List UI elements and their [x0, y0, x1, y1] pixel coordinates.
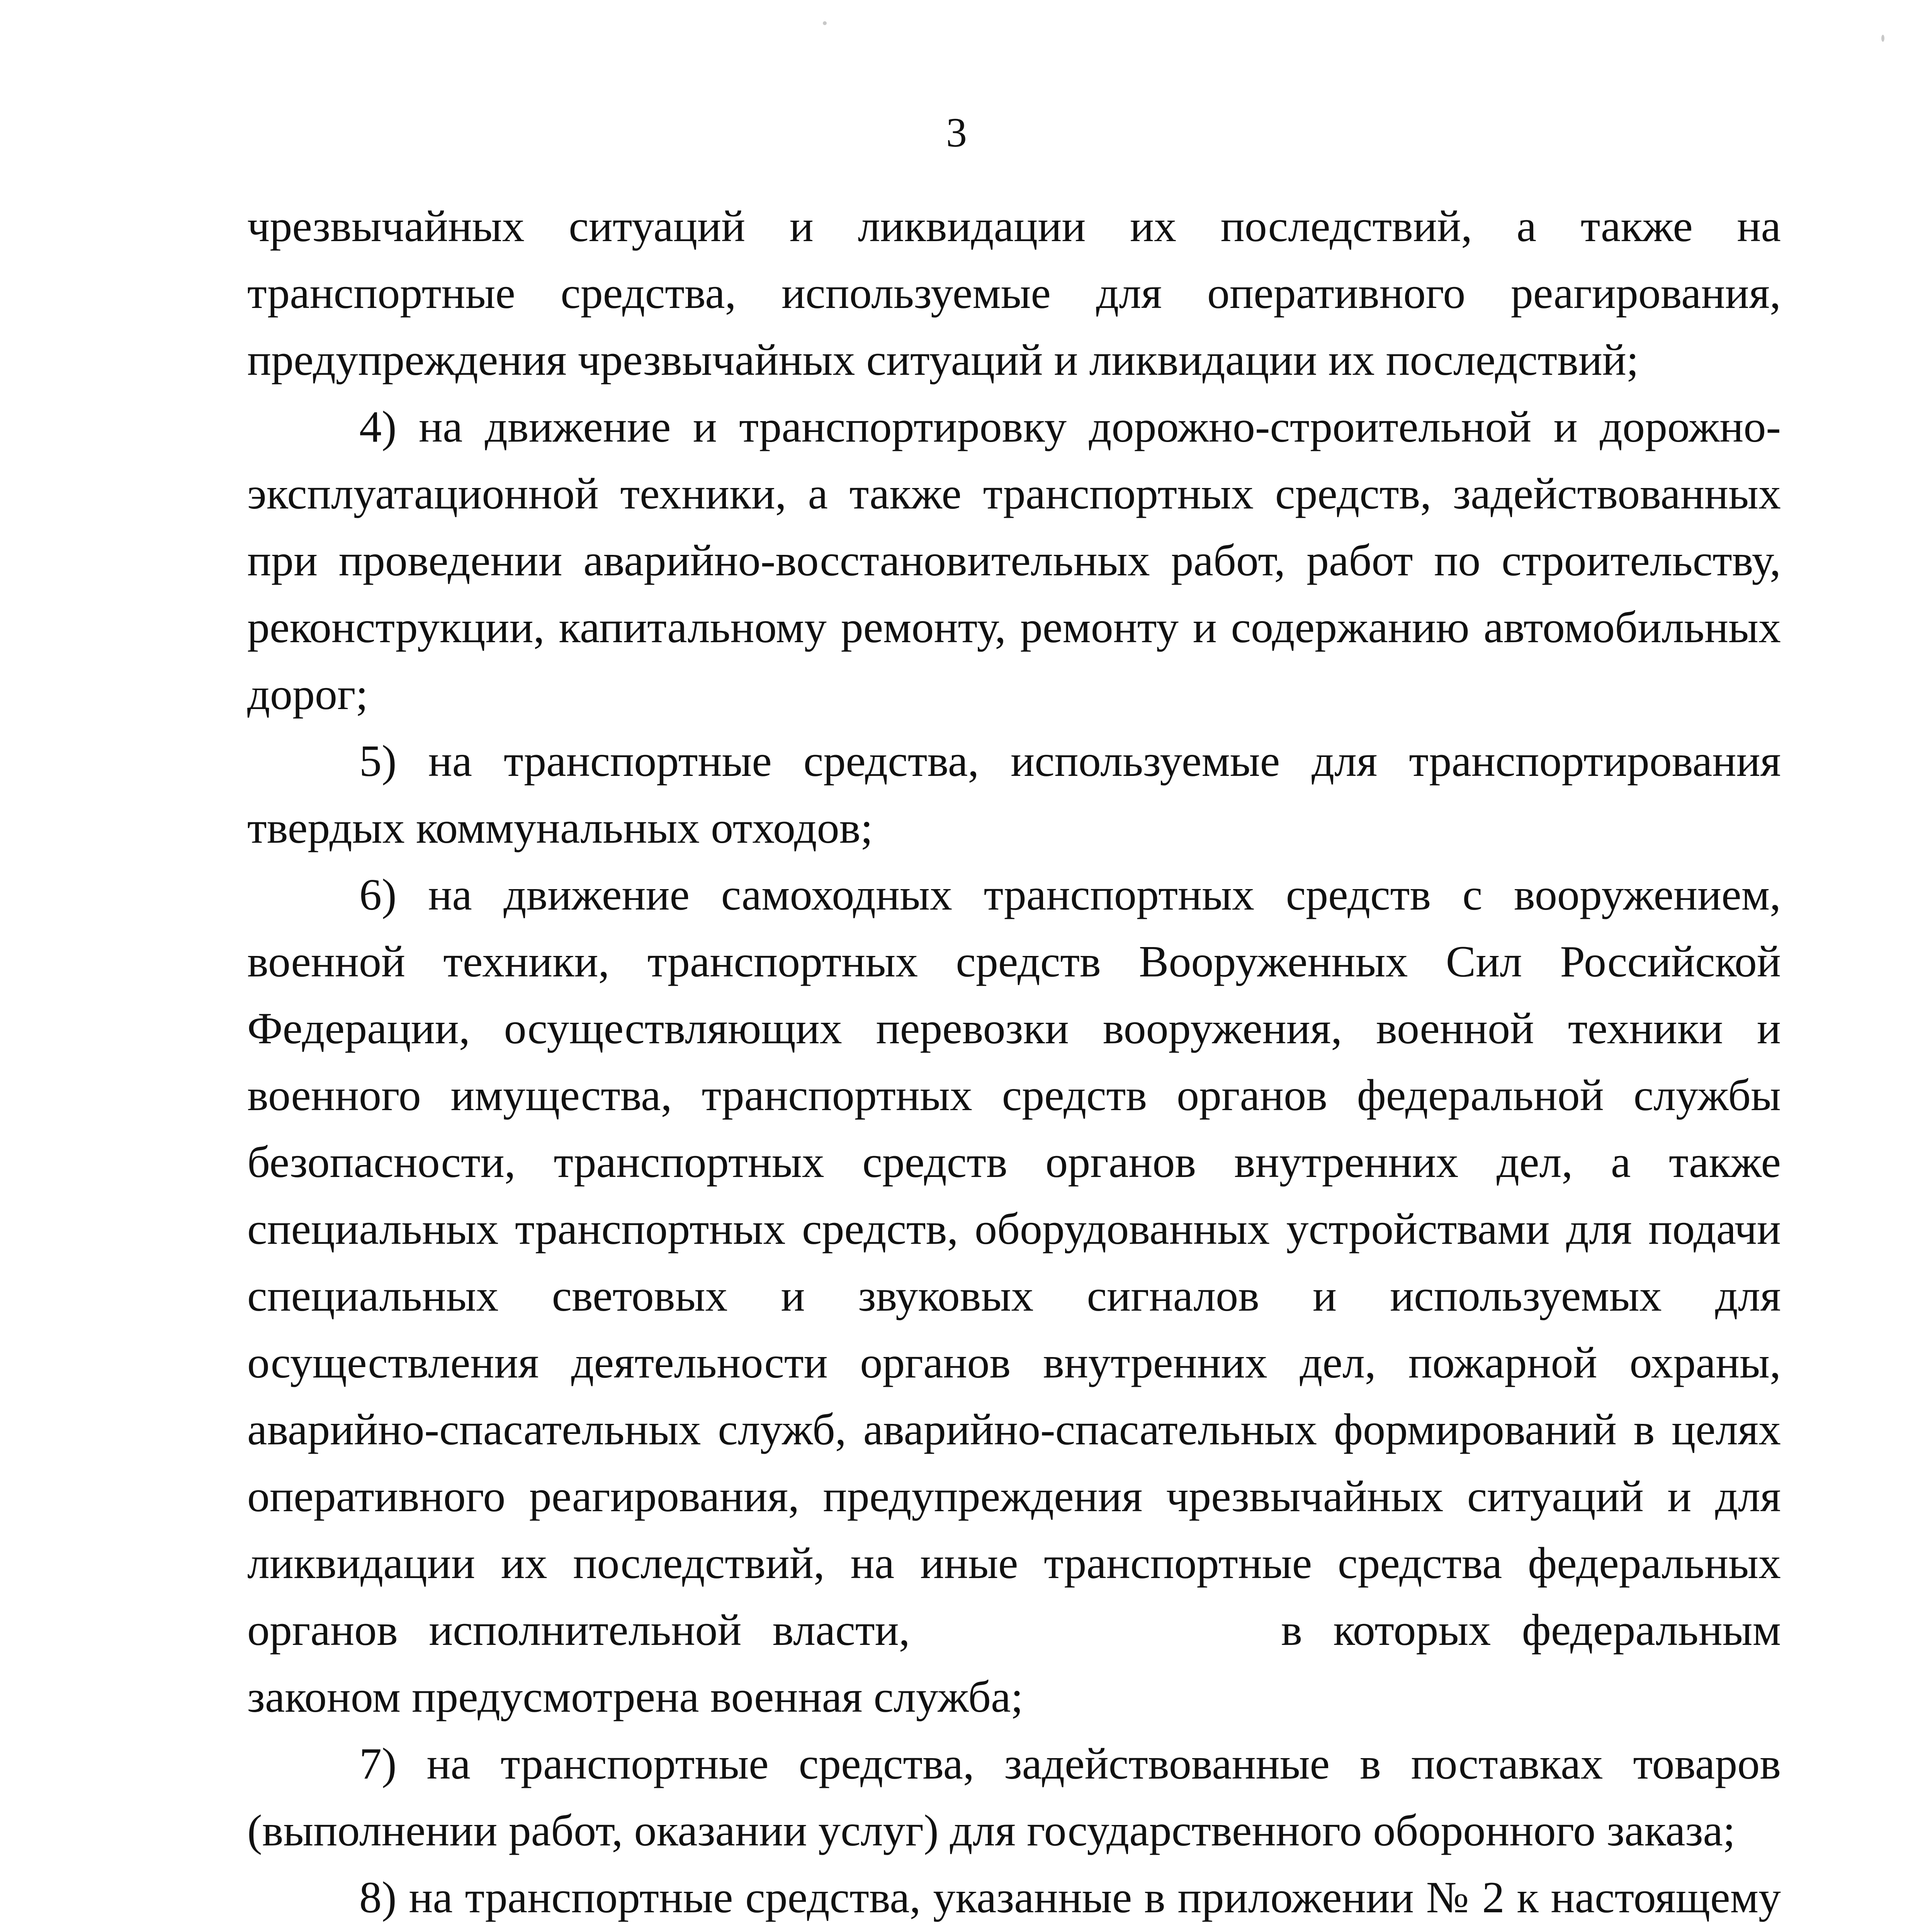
- paragraph-item-5: 5) на транспортные средства, используемые для транспортирования твердых коммунальных отходов;: [247, 736, 1781, 853]
- paragraph-item-6: [247, 862, 1781, 1731]
- scan-speck: [823, 21, 827, 25]
- paragraph-item-6-part-2: в которых федеральным законом предусмотрена военная служба;: [247, 1605, 1781, 1722]
- paragraph-item-7: 7) на транспортные средства, задействованные в поставках товаров (выполнении работ, оказании услуг) для государственного оборонного заказа;: [247, 1739, 1781, 1855]
- paragraph-item-4: 4) на движение и транспортировку дорожно-строительной и дорожно-эксплуатационной техники, а также транспортных средств, задействованных при проведении аварийно-восстановительных работ, работ по строительству, реконструкции, капитальному ремонту, ремонту и содержанию автомобильных дорог;: [247, 402, 1781, 719]
- paragraph-continuation: чрезвычайных ситуаций и ликвидации их последствий, а также на транспортные средства, используемые для оперативного реагирования, предупреждения чрезвычайных ситуаций и ликвидации их последствий;: [247, 202, 1781, 385]
- page-number: 3: [946, 110, 967, 156]
- paragraph-item-6-part-1: 6) на движение самоходных транспортных средств с вооружением, военной техники, транспортных средств Вооруженных Сил Российской Федерации, осуществляющих перевозки вооружения, военной техники и военного имущества, транспортных средств органов федеральной службы безопасности, транспортных средств органов внутренних дел, а также специальных транспортных средств, оборудованных устройствами для подачи специальных световых и звуковых сигналов и используемых для осуществления деятельности органов внутренних дел, пожарной охраны, аварийно-спасательных служб, аварийно-спасательных формирований в целях оперативного реагирования, предупреждения чрезвычайных ситуаций и для ликвидации их последствий, на иные транспортные средства федеральных органов исполнительной власти,: [247, 870, 1781, 1655]
- scan-speck: [1881, 35, 1884, 42]
- paragraph-item-8: 8) на транспортные средства, указанные в приложении № 2 к настоящему: [359, 1873, 1781, 1922]
- document-body: [247, 193, 1781, 1932]
